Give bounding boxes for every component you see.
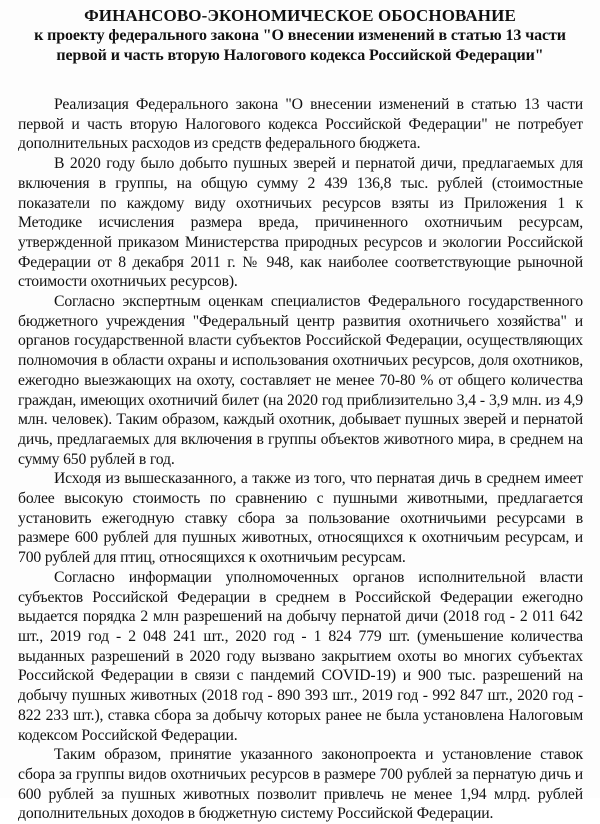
paragraph-budget: Реализация Федерального закона "О внесении изменений в статью 13 части первой и часть вторую Налогового кодекса Российской Федерации" не потребует дополнительных расходов из средств федерального бюджета. <box>18 96 583 153</box>
title-block <box>18 6 582 66</box>
paragraph-production-2020: В 2020 году было добыто пушных зверей и пернатой дичи, предлагаемых для включения в группы, на общую сумму 2 439 136,8 тыс. рублей (стоимостные показатели по каждому виду охотничьих ресурсов взяты из Приложения 1 к Методике исчисления размера вреда, причиненного охотничьим ресурсам, утвержденной приказом Министерства природных ресурсов и экологии Российской Федерации от 8 декабря 2011 г. № 948, как наиболее соответствующие рыночной стоимости охотничьих ресурсов). <box>18 155 583 291</box>
document-subtitle: к проекту федерального закона "О внесении изменений в статью 13 части первой и часть вторую Налогового кодекса Российской Федерации" <box>34 27 566 64</box>
paragraph-proposed-rates: Исходя из вышесказанного, а также из того, что пернатая дичь в среднем имеет более высокую стоимость по сравнению с пушными животными, предлагается установить ежегодную ставку сбора за пользование охотничьими ресурсами в размере 600 рублей для пушных животных, относящихся к охотничьим ресурсам, и 700 рублей для птиц, относящихся к охотничьим ресурсам. <box>18 470 583 567</box>
paragraph-expert-estimates: Согласно экспертным оценкам специалистов Федерального государственного бюджетного учреждения "Федеральный центр развития охотничьего хозяйства" и органов государственной власти субъектов Российской Федерации, осуществляющих полномочия в области охраны и использования охотничьих ресурсов, доля охотников, ежегодно выезжающих на охоту, составляет не менее 70-80 % от общего количества граждан, имеющих охотничий билет (на 2020 год приблизительно 3,4 - 3,9 млн. из 4,9 млн. человек). Таким образом, каждый охотник, добывает пушных зверей и пернатой дичь, предлагаемых для включения в группы объектов животного мира, в среднем на сумму 650 рублей в год. <box>18 293 583 468</box>
paragraph-conclusion: Таким образом, принятие указанного законопроекта и установление ставок сбора за группы видов охотничьих ресурсов в размере 700 рублей за пернатую дичь и 600 рублей за пушных животных позволит привлечь не менее 1,94 млрд. рублей дополнительных доходов в бюджетную систему Российской Федерации. <box>18 746 583 823</box>
document-title: ФИНАНСОВО-ЭКОНОМИЧЕСКОЕ ОБОСНОВАНИЕ <box>84 6 516 25</box>
paragraph-permits: Согласно информации уполномоченных органов исполнительной власти субъектов Российской Федерации в среднем в Российской Федерации ежегодно выдается порядка 2 млн разрешений на добычу пернатой дичи (2018 год - 2 011 642 шт., 2019 год - 2 048 241 шт., 2020 год - 1 824 779 шт. (уменьшение количества выданных разрешений в 2020 году вызвано закрытием охоты во многих субъектах Российской Федерации в связи с пандемий COVID-19) и 900 тыс. разрешений на добычу пушных животных (2018 год - 890 393 шт., 2019 год - 992 847 шт., 2020 год - 822 233 шт.), ставка сбора за добычу которых ранее не была установлена Налоговым кодексом Российской Федерации. <box>18 568 583 744</box>
document-body <box>18 95 583 824</box>
